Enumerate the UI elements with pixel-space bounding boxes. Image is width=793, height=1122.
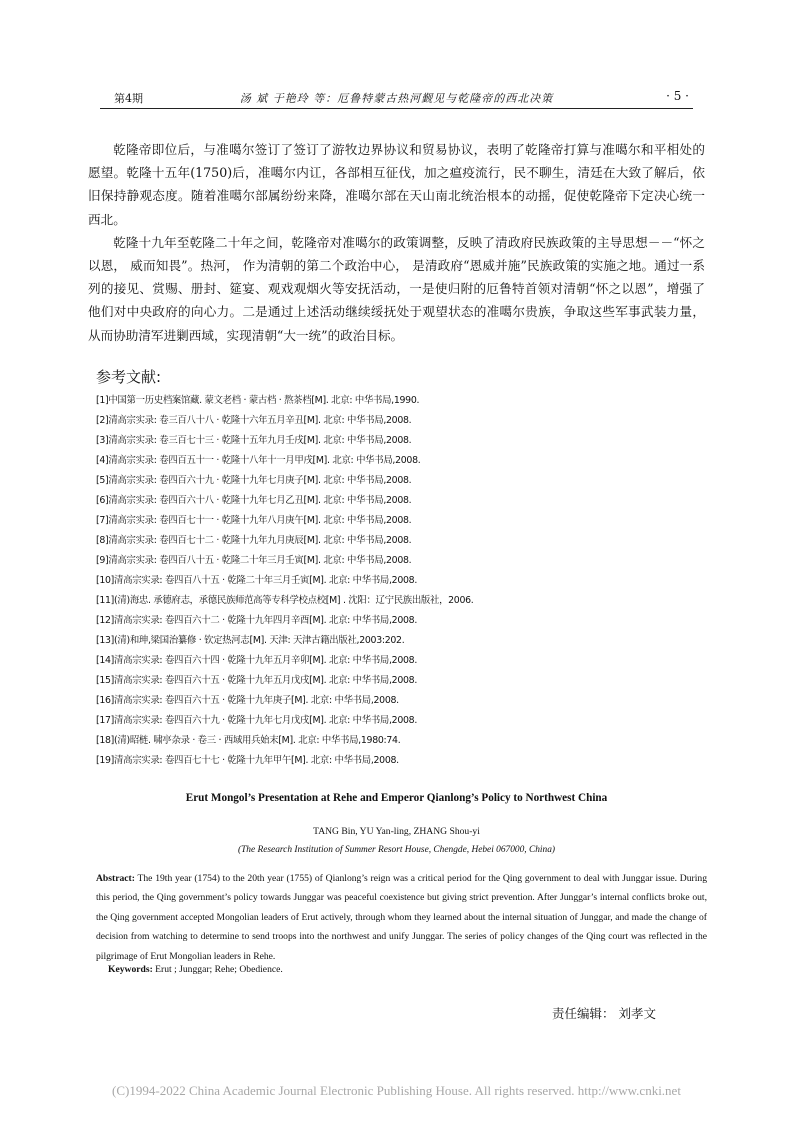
page-number: · 5 · <box>666 89 689 103</box>
running-title: 汤 斌 于艳玲 等：厄鲁特蒙古热河觐见与乾隆帝的西北决策 <box>239 92 554 105</box>
reference-item: [7]清高宗实录: 卷四百七十一 · 乾隆十九年八月庚午[M]. 北京: 中华书局,2008. <box>96 515 412 526</box>
keywords-label: Keywords: <box>108 964 153 975</box>
english-keywords <box>108 964 283 975</box>
reference-item: [17]清高宗实录: 卷四百六十九 · 乾隆十九年七月戊戌[M]. 北京: 中华书局,2008. <box>96 715 417 726</box>
references-heading: 参考文献: <box>96 368 162 386</box>
abstract-text: The 19th year (1754) to the 20th year (1755) of Qianlong’s reign was a critical period for the Qing government to deal with Junggar issue. During this period, the Qing government’s policy towards Junggar was peaceful coexistence but giving strict prevention. After Junggar’s internal conflicts broke out, the Qing government accepted Mongolian leaders of Erut actively, through whom they learned about the internal situation of Junggar, and made the change of decision from watching to determine to send troops into the northwest and unify Junggar. The series of policy changes of the Qing court was reflected in the pilgrimage of Erut Mongolian leaders in Rehe. <box>96 873 707 962</box>
body-paragraph: 乾隆十九年至乾隆二十年之间，乾隆帝对准噶尔的政策调整，反映了清政府民族政策的主导思想－－“怀之以恩， 威而知畏”。热河， 作为清朝的第二个政治中心， 是清政府“恩威并施”民族政策的实施之地。通过一系列的接见、赏赐、册封、筵宴、观戏观烟火等安抚活动，一是使归附的厄鲁特首领对清朝“怀之以恩”，增强了他们对中央政府的向心力。二是通过上述活动继续绥抚处于观望状态的准噶尔贵族，争取这些军事武装力量，从而协助清军进剿西域，实现清朝“大一统”的政治目标。 <box>88 234 705 343</box>
body-paragraph: 乾隆帝即位后，与准噶尔签订了签订了游牧边界协议和贸易协议，表明了乾隆帝打算与准噶尔和平相处的愿望。乾隆十五年(1750)后，准噶尔内讧，各部相互征伐，加之瘟疫流行，民不聊生，清廷在大致了解后，依旧保持静观态度。随着准噶尔部属纷纷来降，准噶尔部在天山南北统治根本的动摇，促使乾隆帝下定决心统一西北。 <box>88 142 705 227</box>
english-abstract <box>96 869 707 966</box>
english-title: Erut Mongol’s Presentation at Rehe and Emperor Qianlong’s Policy to Northwest China <box>185 792 608 804</box>
reference-item: [15]清高宗实录: 卷四百六十五 · 乾隆十九年五月戊戌[M]. 北京: 中华书局,2008. <box>96 675 417 686</box>
responsible-editor: 责任编辑： 刘孝文 <box>552 1006 656 1021</box>
reference-item: [10]清高宗实录: 卷四百八十五 · 乾隆二十年三月壬寅[M]. 北京: 中华书局,2008. <box>96 575 417 586</box>
reference-item: [11](清)海忠. 承德府志，承德民族师范高等专科学校点校[M] . 沈阳：辽宁民族出版社，2006. <box>96 595 474 606</box>
running-header <box>100 86 693 109</box>
keywords-text: Erut ; Junggar; Rehe; Obedience. <box>155 964 283 975</box>
reference-item: [3]清高宗实录: 卷三百七十三 · 乾隆十五年九月壬戌[M]. 北京: 中华书局,2008. <box>96 435 412 446</box>
abstract-label: Abstract: <box>96 873 135 884</box>
copyright-footer: (C)1994-2022 China Academic Journal Electronic Publishing House. All rights reserved. http://www.cnki.net <box>112 1083 681 1098</box>
issue-number: 第4期 <box>114 92 143 105</box>
reference-item: [6]清高宗实录: 卷四百六十八 · 乾隆十九年七月乙丑[M]. 北京: 中华书局,2008. <box>96 495 412 506</box>
reference-item: [5]清高宗实录: 卷四百六十九 · 乾隆十九年七月庚子[M]. 北京: 中华书局,2008. <box>96 475 412 486</box>
english-authors: TANG Bin, YU Yan-ling, ZHANG Shou-yi <box>313 826 480 837</box>
reference-item: [14]清高宗实录: 卷四百六十四 · 乾隆十九年五月辛卯[M]. 北京: 中华书局,2008. <box>96 655 417 666</box>
reference-item: [13](清)和珅,梁国治纂修 · 钦定热河志[M]. 天津: 天津古籍出版社,2003:202. <box>96 635 405 646</box>
references-list <box>96 391 656 771</box>
reference-item: [1]中国第一历史档案馆藏. 蒙文老档 · 蒙古档 · 熬茶档[M]. 北京: 中华书局,1990. <box>96 395 420 406</box>
reference-item: [9]清高宗实录: 卷四百八十五 · 乾隆二十年三月壬寅[M]. 北京: 中华书局,2008. <box>96 555 412 566</box>
reference-item: [12]清高宗实录: 卷四百六十二 · 乾隆十九年四月辛酉[M]. 北京: 中华书局,2008. <box>96 615 417 626</box>
english-affiliation: (The Research Institution of Summer Resort House, Chengde, Hebei 067000, China) <box>237 845 556 855</box>
body-text <box>88 138 705 347</box>
reference-item: [4]清高宗实录: 卷四百五十一 · 乾隆十八年十一月甲戌[M]. 北京: 中华书局,2008. <box>96 455 421 466</box>
reference-item: [2]清高宗实录: 卷三百八十八 · 乾隆十六年五月辛丑[M]. 北京: 中华书局,2008. <box>96 415 412 426</box>
reference-item: [19]清高宗实录: 卷四百七十七 · 乾隆十九年甲午[M]. 北京: 中华书局,2008. <box>96 755 399 766</box>
reference-item: [16]清高宗实录: 卷四百六十五 · 乾隆十九年庚子[M]. 北京: 中华书局,2008. <box>96 695 399 706</box>
reference-item: [8]清高宗实录: 卷四百七十二 · 乾隆十九年九月庚辰[M]. 北京: 中华书局,2008. <box>96 535 412 546</box>
reference-item: [18](清)昭梿. 啸亭杂录 · 卷三 · 西域用兵始末[M]. 北京: 中华书局,1980:74. <box>96 735 401 746</box>
